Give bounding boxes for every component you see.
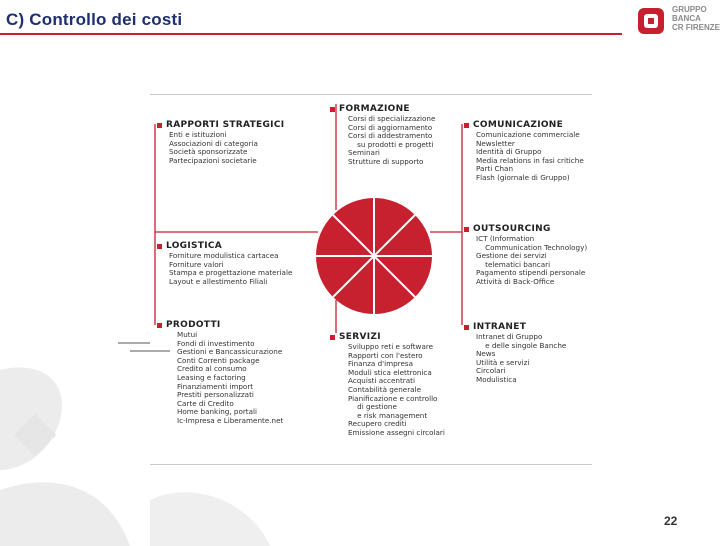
list-item: Parti Chan (476, 164, 514, 174)
list-item: Gestioni e Bancassicurazione (177, 347, 283, 357)
list-item: Forniture modulistica cartacea (169, 251, 279, 260)
list-item: Ic-Impresa e Liberamente.net (177, 415, 284, 425)
section-prodotti (157, 320, 283, 426)
page-title: C) Controllo dei costi (6, 10, 183, 29)
bullet-square-icon (464, 123, 469, 128)
section-servizi (330, 332, 445, 438)
list-item: Finanziamenti import (177, 381, 254, 391)
list-item: Corsi di addestramento (348, 131, 433, 141)
section-list (330, 343, 445, 438)
list-item: Rapporti con l'estero (348, 350, 423, 360)
list-item: Stampa e progettazione materiale (169, 268, 293, 278)
list-item: Leasing e factoring (177, 372, 246, 382)
list-item: Identità di Gruppo (476, 147, 542, 157)
list-item: Strutture di supporto (348, 156, 424, 166)
section-formazione (330, 104, 435, 167)
section-title (157, 320, 283, 330)
bullet-square-icon (330, 107, 335, 112)
list-item: Conti Correnti package (177, 355, 260, 365)
list-item: Moduli stica elettronica (348, 367, 432, 377)
section-title (330, 104, 435, 114)
list-item: Circolari (476, 366, 506, 376)
list-item: Comunicazione commerciale (476, 130, 580, 139)
section-title (464, 322, 566, 332)
list-item: Utilità e servizi (476, 357, 530, 367)
section-title (464, 224, 587, 234)
list-item: Pagamento stipendi personale (476, 268, 586, 278)
section-list (157, 252, 292, 286)
section-title (157, 120, 284, 130)
bullet-square-icon (464, 325, 469, 330)
bullet-square-icon (157, 123, 162, 128)
section-title-text: LOGISTICA (166, 241, 223, 251)
list-item: Corsi di specializzazione (348, 114, 436, 123)
list-item: Pianificazione e controllo (348, 393, 438, 403)
section-list (464, 333, 566, 385)
list-item: Fondi di investimento (177, 338, 255, 348)
bullet-square-icon (464, 227, 469, 232)
list-item: Mutui (177, 330, 198, 339)
list-item: Media relations in fasi critiche (476, 155, 584, 165)
list-item: Società sponsorizzate (169, 147, 248, 157)
section-outsourcing (464, 224, 587, 287)
list-item: Communication Technology) (476, 242, 588, 252)
section-title-text: OUTSOURCING (473, 224, 551, 234)
list-item: Associazioni di categoria (169, 138, 258, 148)
section-title (464, 120, 584, 130)
section-title (157, 241, 292, 251)
section-title-text: INTRANET (473, 322, 527, 332)
list-item: Finanza d'impresa (348, 359, 414, 369)
section-intranet (464, 322, 566, 385)
list-item: Gestione dei servizi (476, 251, 547, 261)
list-item: Forniture valori (169, 259, 224, 269)
logo-line-2: BANCA (672, 14, 701, 23)
section-title-text: SERVIZI (339, 332, 381, 342)
bullet-square-icon (157, 244, 162, 249)
list-item: Credito al consumo (177, 364, 247, 374)
section-title-text: RAPPORTI STRATEGICI (166, 120, 285, 130)
center-pie (316, 198, 432, 314)
section-title-text: PRODOTTI (166, 320, 221, 330)
section-comunicazione (464, 120, 584, 183)
list-item: Enti e istituzioni (169, 130, 227, 139)
list-item: su prodotti e progetti (348, 139, 434, 149)
section-title-text: COMUNICAZIONE (473, 120, 564, 130)
list-item: Sviluppo reti e software (348, 342, 434, 351)
list-item: Recupero crediti (348, 419, 407, 429)
section-list (157, 331, 283, 426)
section-list (157, 131, 284, 165)
list-item: Attività di Back-Office (476, 276, 555, 286)
section-logistica (157, 241, 292, 286)
logo-line-3: CR FIRENZE (672, 23, 720, 32)
section-list (464, 131, 584, 183)
list-item: di gestione (348, 402, 397, 412)
list-item: Partecipazioni societarie (169, 155, 257, 165)
list-item: Home banking, portali (177, 407, 258, 417)
list-item: Flash (giornale di Gruppo) (476, 172, 570, 182)
list-item: Corsi di aggiornamento (348, 122, 433, 132)
list-item: Emissione assegni circolari (348, 427, 445, 437)
list-item: ICT (Information (476, 234, 535, 243)
logo-line-1: GRUPPO (672, 5, 707, 14)
list-item: telematici bancari (476, 259, 551, 269)
list-item: e delle singole Banche (476, 340, 567, 350)
list-item: Seminari (348, 148, 380, 158)
section-title (330, 332, 445, 342)
bullet-square-icon (330, 335, 335, 340)
list-item: Modulistica (476, 374, 517, 384)
list-item: e risk management (348, 410, 428, 420)
list-item: Newsletter (476, 138, 515, 148)
list-item: News (476, 349, 496, 359)
list-item: Layout e allestimento Filiali (169, 276, 268, 286)
list-item: Contabilità generale (348, 384, 421, 394)
page-number: 22 (664, 514, 678, 528)
list-item: Acquisti accentrati (348, 376, 415, 386)
list-item: Intranet di Gruppo (476, 332, 543, 341)
section-list (330, 115, 435, 167)
bullet-square-icon (157, 323, 162, 328)
list-item: Carte di Credito (177, 398, 234, 408)
section-list (464, 235, 587, 287)
list-item: Prestiti personalizzati (177, 390, 254, 400)
section-title-text: FORMAZIONE (339, 104, 410, 114)
section-rapporti-strategici (157, 120, 284, 165)
